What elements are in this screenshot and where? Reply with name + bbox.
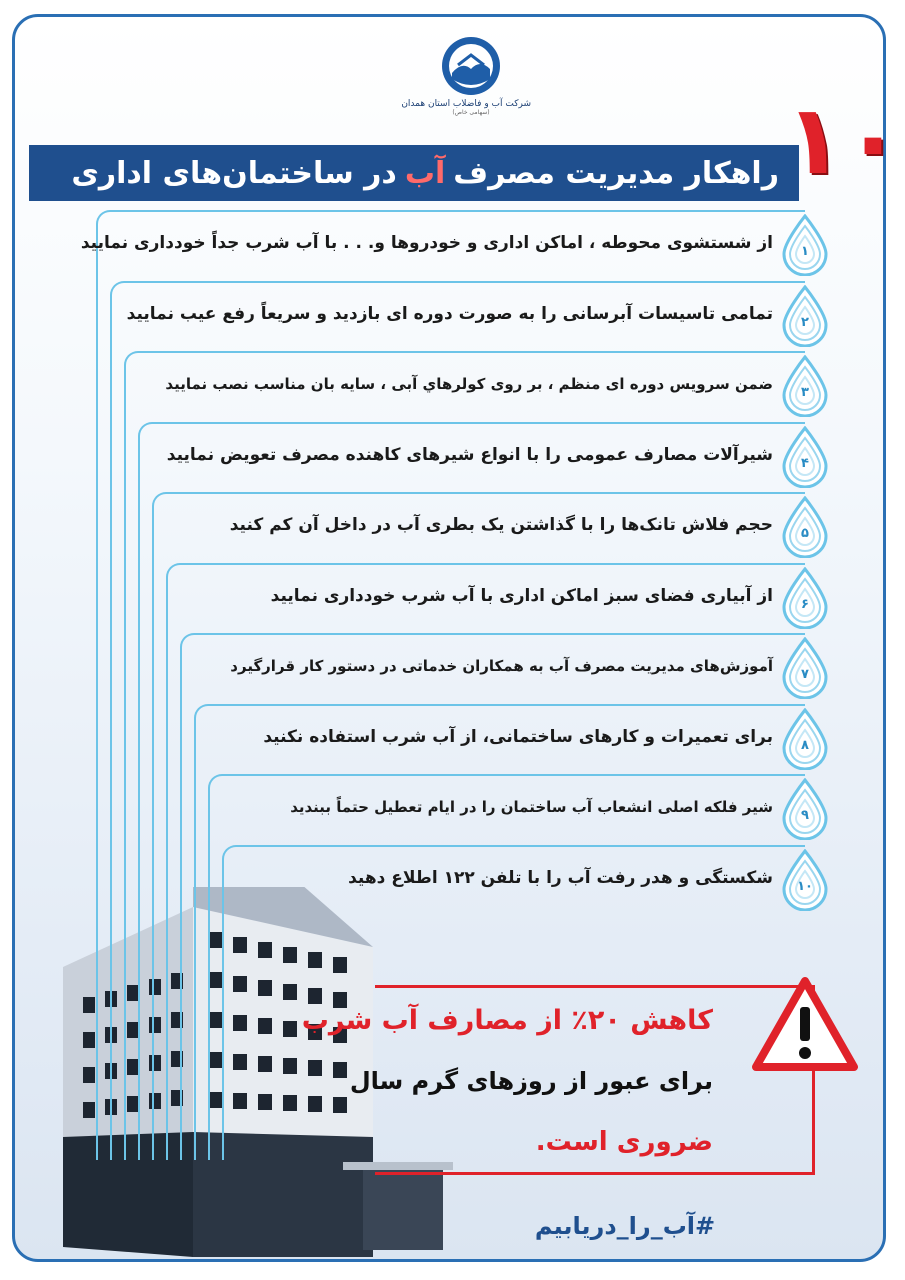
warning-triangle-icon bbox=[750, 975, 860, 1075]
tip-text: آموزش‌های مدیریت مصرف آب به همکاران خدماتی در دستور کار قرارگیرد bbox=[230, 657, 773, 675]
warning-line-2: برای عبور از روزهای گرم سال bbox=[349, 1067, 713, 1095]
tip-drop-icon bbox=[780, 214, 830, 276]
title-accent: آب bbox=[404, 155, 446, 191]
tip-text: شکستگی و هدر رفت آب را با تلفن ۱۲۲ اطلاع دهید bbox=[348, 868, 773, 888]
tip-drop-icon bbox=[780, 496, 830, 558]
tip-drop-icon bbox=[780, 567, 830, 629]
tip-number: ۶ bbox=[801, 597, 809, 612]
tip-text: شیر فلکه اصلی انشعاب آب ساختمان را در ایام تعطیل حتماً ببندید bbox=[290, 798, 773, 816]
title-part2: در ساختمان‌های اداری bbox=[71, 155, 397, 191]
title-band bbox=[29, 145, 799, 201]
org-name: شرکت آب و فاضلاب استان همدان bbox=[401, 99, 531, 109]
title-part1: راهکار مدیریت مصرف bbox=[453, 155, 779, 191]
company-logo bbox=[401, 35, 531, 135]
tip-text: تمامی تاسیسات آبرسانی را به صورت دوره ای بازدید و سریعاً رفع عیب نمایید bbox=[126, 304, 773, 324]
big-number: ۱۰ bbox=[785, 84, 903, 196]
tip-drop-icon bbox=[780, 778, 830, 840]
hashtag: #آب_را_دریابیم bbox=[534, 1212, 716, 1240]
tip-number: ۸ bbox=[801, 738, 809, 753]
tip-number: ۲ bbox=[801, 315, 809, 330]
tip-drop-icon bbox=[780, 285, 830, 347]
water-logo-icon bbox=[440, 35, 502, 97]
warning-line-3: ضروری است. bbox=[535, 1127, 713, 1157]
tip-number: ۱ bbox=[801, 244, 809, 259]
tip-drop-icon bbox=[780, 355, 830, 417]
warning-line-1: کاهش ۲۰٪ از مصارف آب شرب bbox=[301, 1005, 713, 1036]
tip-number: ۹ bbox=[801, 808, 809, 823]
tip-number: ۴ bbox=[801, 456, 809, 471]
tip-number: ۳ bbox=[801, 385, 809, 400]
tip-text: حجم فلاش تانک‌ها را با گذاشتن یک بطری آب در داخل آن کم کنید bbox=[229, 515, 773, 535]
tip-drop-icon bbox=[780, 708, 830, 770]
tip-text: ضمن سرویس دوره ای منظم ، بر روی کولرهاي آبی ، سایه بان مناسب نصب نمایید bbox=[165, 375, 773, 393]
tip-number: ۵ bbox=[801, 526, 809, 541]
tip-text: برای تعمیرات و کارهای ساختمانی، از آب شرب استفاده نکنید bbox=[263, 727, 773, 747]
tip-drop-icon bbox=[780, 637, 830, 699]
org-sub: (سهامی خاص) bbox=[452, 109, 490, 116]
tip-drop-icon bbox=[780, 849, 830, 911]
tip-text: از آبیاری فضای سبز اماکن اداری با آب شرب خودداری نمایید bbox=[270, 586, 773, 606]
tip-number: ۱۰ bbox=[797, 879, 813, 894]
tip-text: از شستشوی محوطه ، اماکن اداری و خودروها و. . . با آب شرب جداً خودداری نمایید bbox=[80, 233, 773, 253]
tip-drop-icon bbox=[780, 426, 830, 488]
tip-text: شیرآلات مصارف عمومی را با انواع شیرهای کاهنده مصرف تعویض نمایید bbox=[166, 445, 773, 465]
tip-number: ۷ bbox=[801, 667, 809, 682]
